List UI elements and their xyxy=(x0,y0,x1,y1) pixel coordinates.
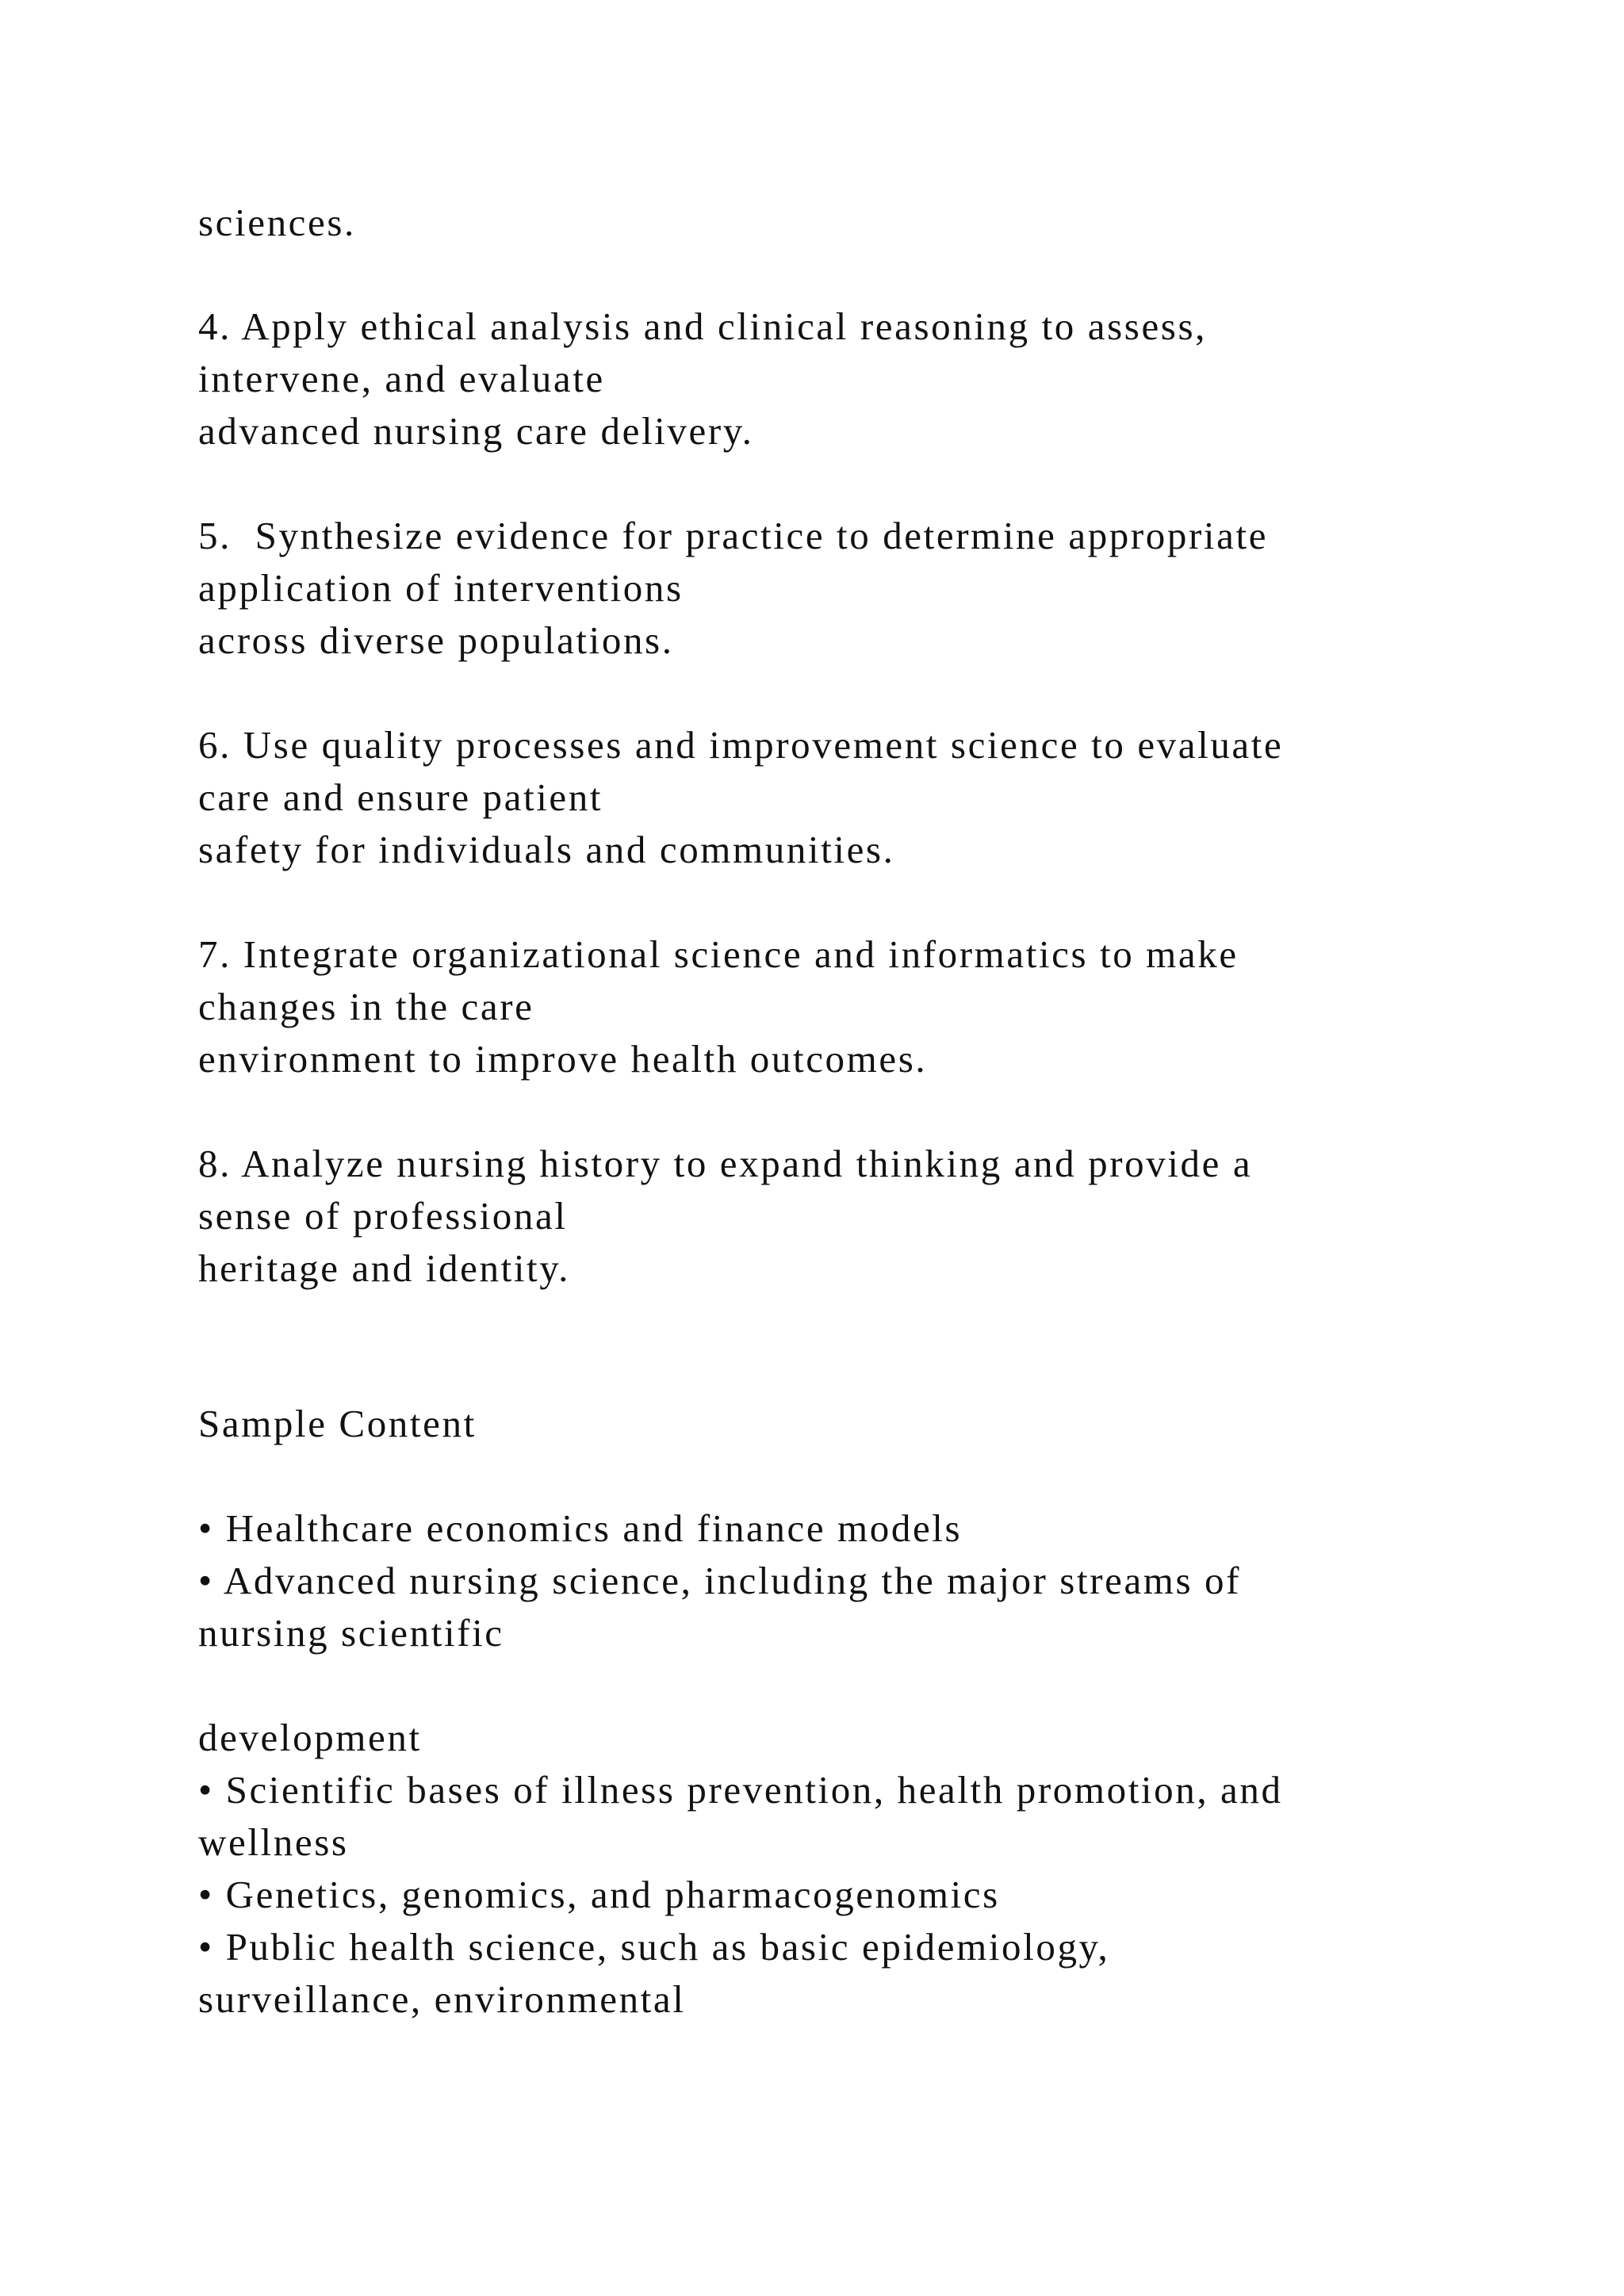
list-item: • Advanced nursing science, including the major streams of xyxy=(198,1559,1242,1602)
list-item-continuation: wellness xyxy=(198,1820,349,1864)
outcome-8-line-2: sense of professional xyxy=(198,1194,568,1238)
outcome-6-line-1: 6. Use quality processes and improvement science to evaluate xyxy=(198,723,1284,767)
outcome-6-line-3: safety for individuals and communities. xyxy=(198,828,895,871)
list-item: • Scientific bases of illness prevention, health promotion, and xyxy=(198,1768,1283,1812)
list-item-continuation: development xyxy=(198,1716,422,1759)
list-item-continuation: surveillance, environmental xyxy=(198,1977,686,2021)
outcome-7-line-1: 7. Integrate organizational science and informatics to make xyxy=(198,932,1239,976)
list-item-continuation: nursing scientific xyxy=(198,1611,504,1655)
outcome-4-line-2: intervene, and evaluate xyxy=(198,357,605,400)
section-heading: Sample Content xyxy=(198,1402,477,1445)
list-item: • Genetics, genomics, and pharmacogenomics xyxy=(198,1873,1000,1916)
outcome-6-line-2: care and ensure patient xyxy=(198,775,603,819)
outcome-5-line-3: across diverse populations. xyxy=(198,618,674,662)
list-item: • Public health science, such as basic epidemiology, xyxy=(198,1925,1110,1969)
outcome-4-line-1: 4. Apply ethical analysis and clinical reasoning to assess, xyxy=(198,304,1207,348)
outcome-5-line-1: 5. Synthesize evidence for practice to determine appropriate xyxy=(198,514,1269,557)
list-item: • Healthcare economics and finance models xyxy=(198,1506,963,1550)
text-line: sciences. xyxy=(198,201,356,244)
outcome-4-line-3: advanced nursing care delivery. xyxy=(198,409,754,453)
outcome-5-line-2: application of interventions xyxy=(198,566,684,610)
outcome-7-line-2: changes in the care xyxy=(198,985,534,1028)
outcome-8-line-1: 8. Analyze nursing history to expand thinking and provide a xyxy=(198,1142,1253,1185)
outcome-8-line-3: heritage and identity. xyxy=(198,1246,571,1290)
outcome-7-line-3: environment to improve health outcomes. xyxy=(198,1037,928,1081)
